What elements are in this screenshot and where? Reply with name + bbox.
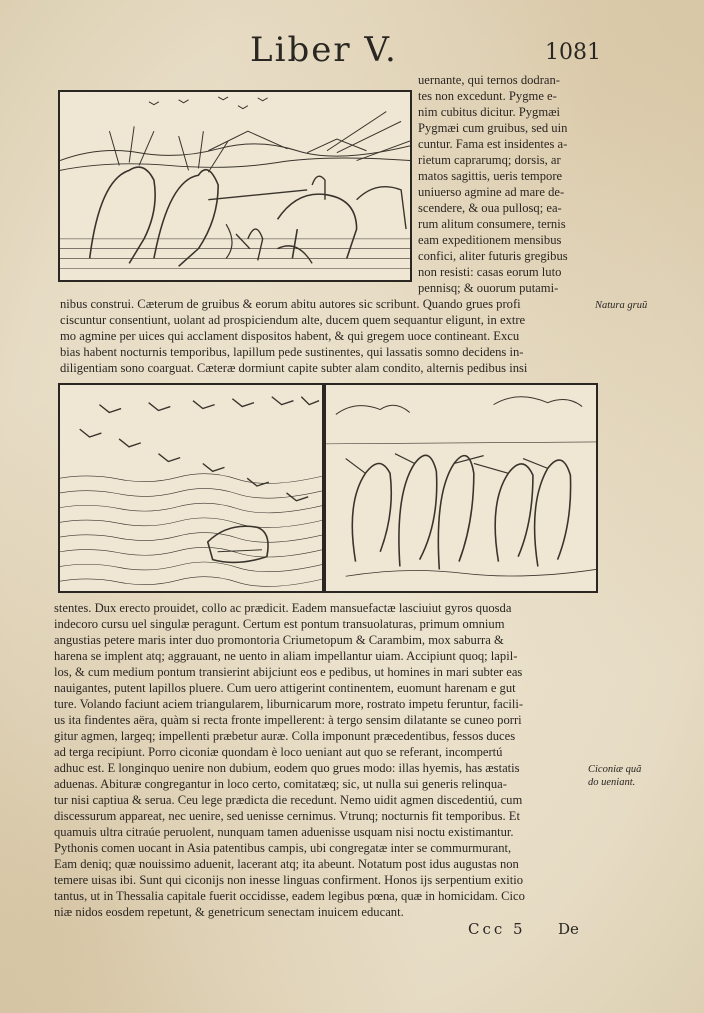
woodcut-pygmies-and-cranes [58,90,412,282]
text-line: scendere, & oua pullosq; ea- [418,201,562,215]
text-line: nibus construi. Cæterum de gruibus & eorum abitu autores sic scribunt. Quando grues profi [60,297,521,311]
woodcut-pygmies-drawing [60,92,410,280]
text-line: matos sagittis, ueris tempore [418,169,563,183]
text-line: nim cubitus dicitur. Pygmæi [418,105,561,119]
text-line: rietum caprarumq; dorsis, ar [418,153,561,167]
page-number: 1081 [545,40,601,65]
woodcut-cranes-sea-drawing [60,385,322,591]
text-line: adhuc est. E longinquo uenire non dubium, eodem quo grues modo: illas hyemis, has æstatis [54,761,520,775]
text-line: indecoro cursu uel singulæ peragunt. Certum est pontum transuolaturas, primum omnium [54,617,505,631]
text-line: Pythonis comen uocant in Asia patentibus campis, ubi congregatæ inter se commurmurant, [54,841,512,855]
text-line: bias habent nocturnis temporibus, lapillum pede sustinentes, qui lassatis somno decidens in- [60,345,524,359]
text-line: stentes. Dux erecto prouidet, collo ac prædicit. Eadem mansuefactæ lasciuiut gyros quosda [54,601,512,615]
text-line: diligentiam sono coarguat. Cæteræ dormiunt capite subter alam condito, alternis pedibus insi [60,361,528,375]
text-line: harena se implent atq; aggrauant, ne uento in aliam impellantur uiam. Accipiunt quoq; lapil- [54,649,518,663]
text-line: gitur agmen, largeq; impellenti præbetur auræ. Colla imponunt præcedentibus, fessos duces [54,729,516,743]
text-line: discessurum appareat, nec uenire, sed uenisse cernimus. Vtrunq; nocturnis fit temporibus. Et [54,809,520,823]
running-head: Liber V. [250,30,398,70]
text-line: ture. Volando faciunt aciem triangularem, liburnicarum more, rostrato impetu feruntur, facili- [54,697,524,711]
text-line: cuntur. Fama est insidentes a- [418,137,568,151]
text-line: uernante, qui ternos dodran- [418,73,560,87]
text-line: pennisq; & ouorum putami- [418,281,559,295]
text-line: tur nisi captiua & serua. Ceu lege prædicta die recedunt. Nemo uidit agmen discedentiú, cum [54,793,523,807]
woodcut-storks [324,383,598,593]
text-line: niæ nidos eosdem repetunt, & genetricum senectam inuicem educant. [54,905,404,919]
margin-note-cranes: Natura gruũ [595,300,648,311]
text-line: Eam deniq; quæ nouissimo aduenit, lacerant atq; ita abeunt. Notatum post idus augustas non [54,857,519,871]
signature-mark: Ccc 5 [468,920,526,938]
margin-note-storks: Ciconiæ quã [588,764,642,775]
text-line: aduenas. Abituræ congregantur in loco certo, comitatæq; sic, ut nulla sui generis relinqua- [54,777,507,791]
text-line: uniuerso agmine ad mare de- [418,185,565,199]
text-line: tes non excedunt. Pygme e- [418,89,557,103]
text-line: rum alitum consumere, ternis [418,217,566,231]
catchword: De [558,920,579,938]
text-line: temere uisas ibi. Sunt qui ciconijs non inesse linguas confirment. Honos ijs serpentium exitio [54,873,524,887]
text-line: eam expeditionem mensibus [418,233,562,247]
text-line: ad terga recipiunt. Porro ciconiæ quondam è loco ueniant aut quo se referant, incompertú [54,745,503,759]
text-line: us ita findentes aëra, quàm si recta fronte impellerent: à tergo sensim dilatante se cuneo porri [54,713,522,727]
woodcut-storks-drawing [326,385,596,591]
text-line: angustias petere maris inter duo promontoria Criumetopum & Carambim, mox saburra & [54,633,504,647]
text-line: ciscuntur consentiunt, uolant ad prospiciendum alte, ducem quem sequantur eligunt, in extre [60,313,526,327]
text-line: nauigantes, putent lapillos pluere. Cum uero attigerint continentem, euomunt harenam e gut [54,681,516,695]
text-line: los, & cum medium pontum transierint abijciunt eos e pedibus, ut homines in mari subter eas [54,665,523,679]
text-line: non resisti: casas eorum luto [418,265,562,279]
text-line: mo agmine per uices qui acclament dispositos habent, & qui gregem uoce contineant. Excu [60,329,520,343]
text-line: Pygmæi cum gruibus, sed uin [418,121,568,135]
text-line: confici, aliter futuris gregibus [418,249,568,263]
woodcut-cranes-over-sea [58,383,324,593]
text-line: quamuis ultra citraúe peruolent, nunquam tamen aduenisse usquam nisi noctu existimantur. [54,825,514,839]
margin-note-storks-cont: do ueniant. [588,777,636,788]
text-line: tantus, ut in Thessalia capitale fuerit occidisse, eadem legibus pœna, quæ in homicidam. Cico [54,889,525,903]
